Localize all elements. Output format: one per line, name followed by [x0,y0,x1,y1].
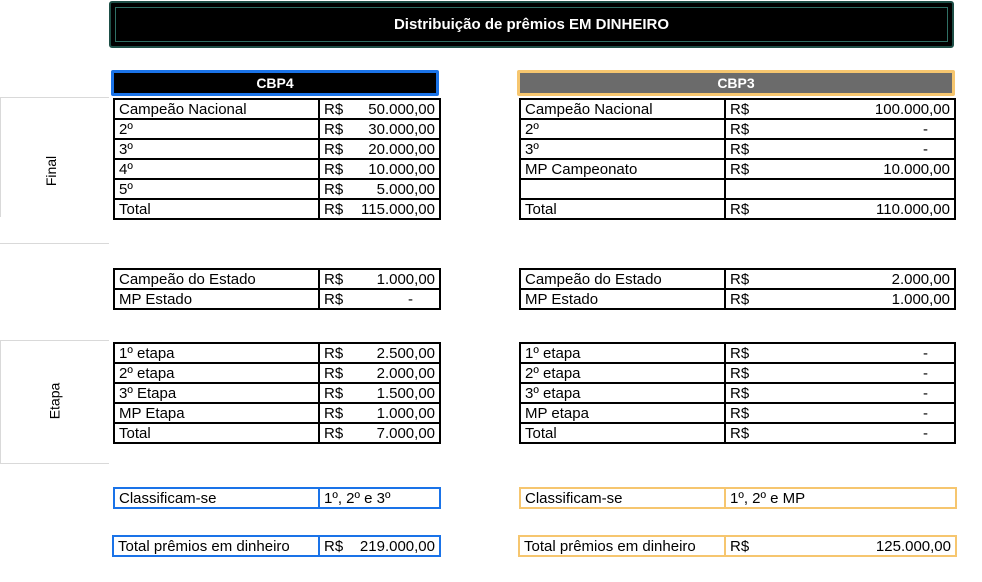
row-label [520,179,725,199]
row-label: 2º [520,119,725,139]
table-row [520,343,955,363]
cbp4-final-table [113,98,441,220]
row-label: 3º etapa [520,383,725,403]
row-label: 1º etapa [114,343,319,363]
row-label: Total [520,199,725,219]
row-amount: R$ 1.000,00 [319,269,440,289]
table-row [114,343,440,363]
row-amount: R$ - [725,403,955,423]
row-label: Campeão do Estado [114,269,319,289]
table-row [114,383,440,403]
row-amount: R$ 10.000,00 [725,159,955,179]
row-amount: R$ - [725,423,955,443]
row-amount: R$ 30.000,00 [319,119,440,139]
side-label-etapa: Etapa [46,382,63,420]
table-row [114,119,440,139]
row-label: 3º [114,139,319,159]
table-row [520,179,955,199]
side-gridline [0,463,109,464]
table-row [520,119,955,139]
row-amount: R$ 2.500,00 [319,343,440,363]
row-amount: R$ 115.000,00 [319,199,440,219]
page-title: Distribuição de prêmios EM DINHEIRO [393,16,670,33]
cbp3-final-table [519,98,956,220]
table-row [520,199,955,219]
row-amount: R$ - [725,363,955,383]
cbp3-classificam-table [519,487,957,509]
row-amount: R$ 20.000,00 [319,139,440,159]
total-premios-label: Total prêmios em dinheiro [113,536,319,556]
table-row [114,423,440,443]
row-label: MP Etapa [114,403,319,423]
row-label: 3º Etapa [114,383,319,403]
page-title-bar [109,1,954,48]
row-amount: R$ 50.000,00 [319,99,440,119]
table-row [520,269,955,289]
table-row [520,99,955,119]
row-amount: R$ 5.000,00 [319,179,440,199]
total-premios-value: R$ 219.000,00 [319,536,440,556]
cbp3-total-table [518,535,957,557]
row-label: 5º [114,179,319,199]
table-row [520,403,955,423]
row-amount: R$ 100.000,00 [725,99,955,119]
row-label: 2º etapa [114,363,319,383]
classificam-value: 1º, 2º e MP [725,488,956,508]
classificam-label: Classificam-se [114,488,319,508]
table-row [114,269,440,289]
table-row [520,159,955,179]
row-label: 2º [114,119,319,139]
row-amount: R$ 1.000,00 [319,403,440,423]
row-amount: R$ 10.000,00 [319,159,440,179]
cbp3-header: CBP3 [517,70,955,96]
table-row [520,383,955,403]
row-label: 2º etapa [520,363,725,383]
row-amount: R$ 1.500,00 [319,383,440,403]
row-label: Campeão do Estado [520,269,725,289]
row-label: Total [114,423,319,443]
table-row [114,403,440,423]
cbp4-estado-table [113,268,441,310]
table-row [520,423,955,443]
total-premios-label: Total prêmios em dinheiro [519,536,725,556]
row-label: Campeão Nacional [114,99,319,119]
row-label: 4º [114,159,319,179]
side-gridline [0,340,109,341]
classificam-label: Classificam-se [520,488,725,508]
table-row [114,289,440,309]
side-vline [0,340,1,463]
row-amount: R$ 2.000,00 [725,269,955,289]
row-amount: R$ 1.000,00 [725,289,955,309]
row-label: MP Estado [114,289,319,309]
cbp3-estado-table [519,268,956,310]
row-amount [725,179,955,199]
row-amount: R$ 110.000,00 [725,199,955,219]
row-amount: R$ - [725,383,955,403]
table-row [114,199,440,219]
row-label: Campeão Nacional [520,99,725,119]
table-row [114,139,440,159]
row-amount: R$ - [725,119,955,139]
cbp3-etapa-table [519,342,956,444]
row-label: MP etapa [520,403,725,423]
cbp4-etapa-table [113,342,441,444]
row-label: Total [520,423,725,443]
row-label: MP Campeonato [520,159,725,179]
cbp4-classificam-table [113,487,441,509]
row-label: 1º etapa [520,343,725,363]
side-gridline [0,243,109,244]
row-amount: R$ 2.000,00 [319,363,440,383]
table-row [114,159,440,179]
table-row [114,99,440,119]
classificam-value: 1º, 2º e 3º [319,488,440,508]
table-row [520,289,955,309]
cbp4-total-table [112,535,441,557]
row-amount: R$ - [319,289,440,309]
title-inner-border [115,7,948,42]
row-amount: R$ - [725,139,955,159]
row-label: 3º [520,139,725,159]
side-gridline [0,97,109,98]
table-row [114,179,440,199]
row-amount: R$ 7.000,00 [319,423,440,443]
table-row [520,363,955,383]
side-label-final: Final [43,155,60,187]
cbp4-header: CBP4 [111,70,439,96]
table-row [520,139,955,159]
row-label: MP Estado [520,289,725,309]
total-premios-value: R$ 125.000,00 [725,536,956,556]
row-label: Total [114,199,319,219]
side-vline [0,97,1,217]
table-row [114,363,440,383]
row-amount: R$ - [725,343,955,363]
